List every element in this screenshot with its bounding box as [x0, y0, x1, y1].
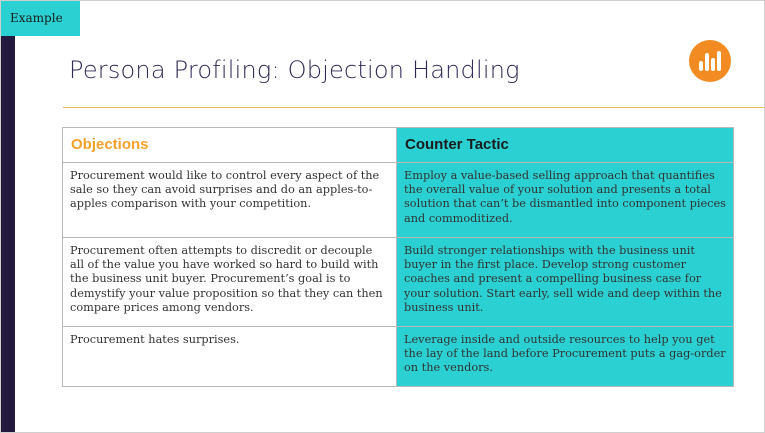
- counter-tactic-cell: Build stronger relationships with the business unit buyer in the first place. Develop strong customer coaches and present a compelling business case for your solution. Start early, sell wide and deep within the business unit.: [397, 238, 734, 327]
- title-divider: [63, 107, 765, 108]
- header-counter-tactic: Counter Tactic: [397, 128, 734, 163]
- bar-logo-icon: [689, 40, 731, 82]
- objection-cell: Procurement would like to control every aspect of the sale so they can avoid surprises and do an apples-to-apples comparison with your competition.: [63, 163, 397, 238]
- table-row: [63, 163, 734, 238]
- counter-tactic-cell: Employ a value-based selling approach that quantifies the overall value of your solution and presents a total solution that can’t be dismantled into component pieces and commoditized.: [397, 163, 734, 238]
- counter-tactic-cell: Leverage inside and outside resources to help you get the lay of the land before Procurement puts a gag-order on the vendors.: [397, 327, 734, 387]
- header-objections: Objections: [63, 128, 397, 163]
- example-tag: Example: [1, 1, 80, 36]
- left-accent-bar: [1, 1, 15, 433]
- objection-cell: Procurement often attempts to discredit or decouple all of the value you have worked so hard to build with the business unit buyer. Procurement’s goal is to demystify your value proposition so that they can then compare prices among vendors.: [63, 238, 397, 327]
- slide-title: Persona Profiling: Objection Handling: [69, 56, 520, 84]
- objection-table: [62, 127, 734, 387]
- objection-cell: Procurement hates surprises.: [63, 327, 397, 387]
- table-row: [63, 238, 734, 327]
- table-row: [63, 327, 734, 387]
